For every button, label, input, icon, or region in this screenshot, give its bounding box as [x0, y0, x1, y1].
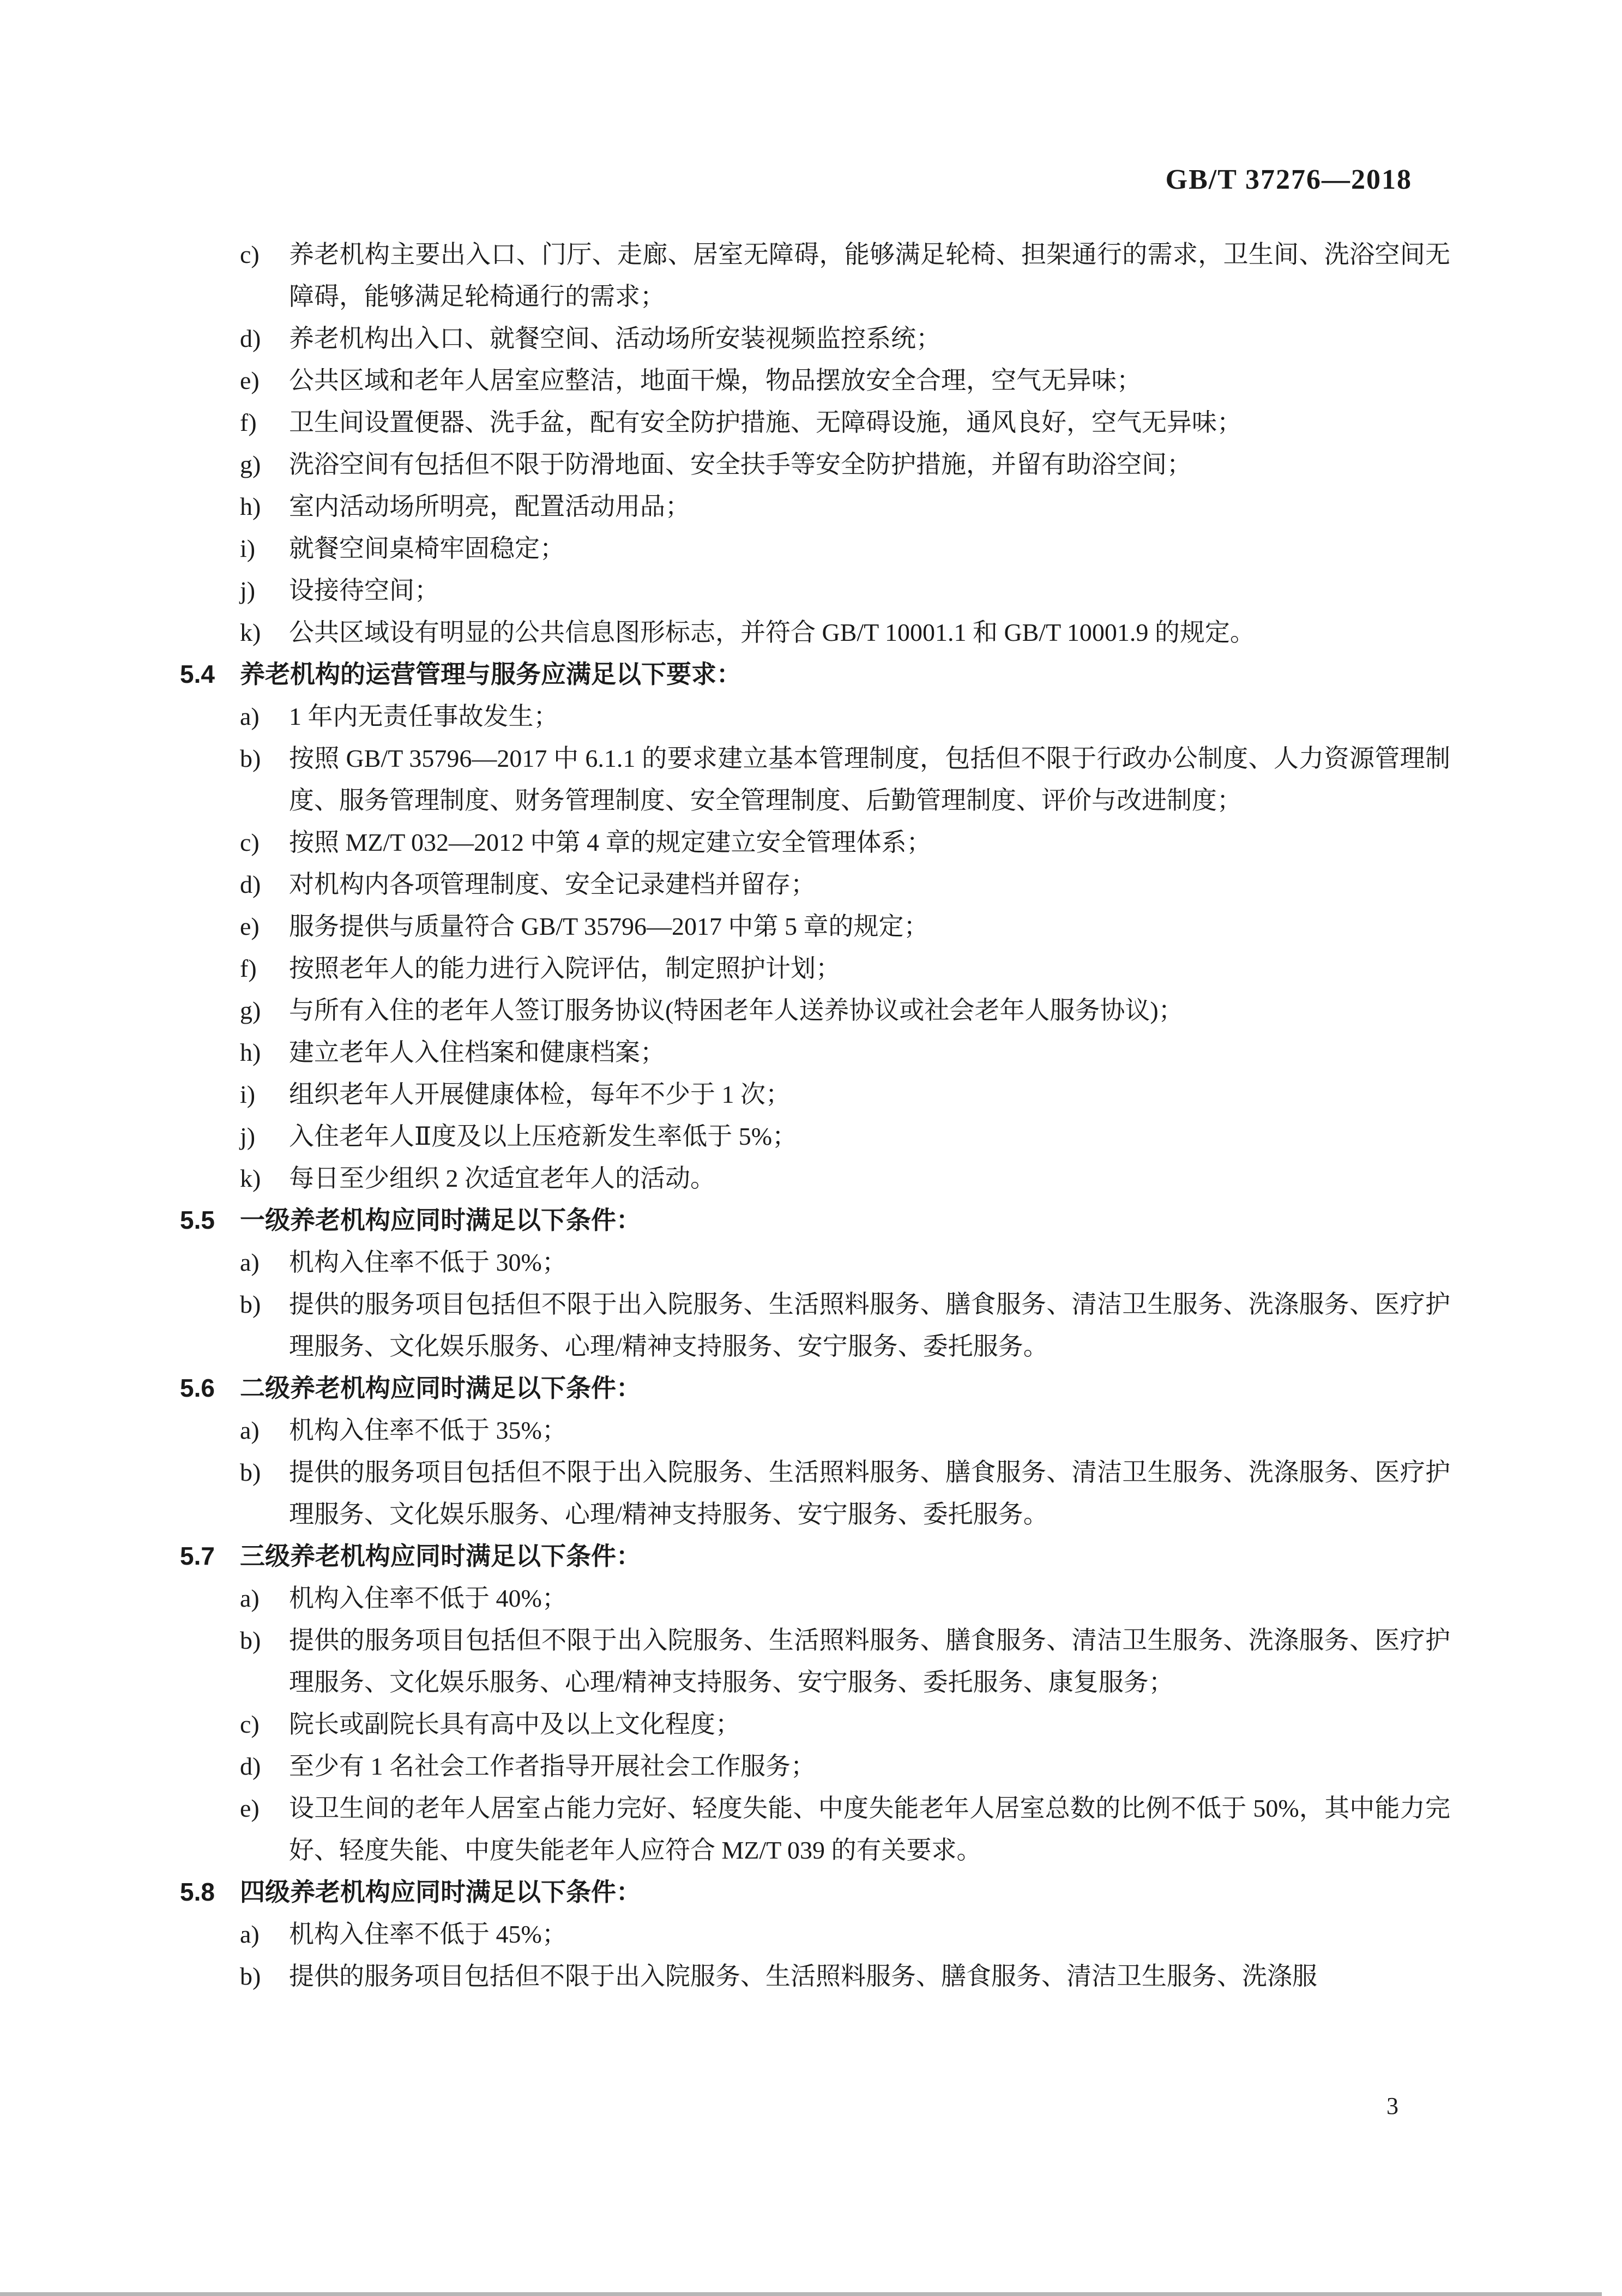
item-text: 养老机构主要出入口、门厅、走廊、居室无障碍，能够满足轮椅、担架通行的需求，卫生间、洗浴空间无障碍，能够满足轮椅通行的需求； [289, 241, 1450, 310]
item-text: 提供的服务项目包括但不限于出入院服务、生活照料服务、膳食服务、清洁卫生服务、洗涤服 [289, 1962, 1317, 1990]
list-item [0, 989, 1622, 1031]
item-label: b) [240, 1626, 261, 1654]
section-heading [0, 653, 1622, 695]
item-label: a) [240, 702, 260, 730]
list-item [0, 1157, 1622, 1199]
list-item [0, 1073, 1622, 1115]
list-item [0, 1955, 1622, 1997]
list-item [0, 1283, 1622, 1367]
item-text: 机构入住率不低于 45%； [289, 1920, 567, 1948]
doc-header [0, 164, 1622, 196]
item-text: 按照 GB/T 35796—2017 中 6.1.1 的要求建立基本管理制度，包括但不限于行政办公制度、人力资源管理制度、服务管理制度、财务管理制度、安全管理制度、后勤管理制度、评价与改进制度； [289, 744, 1450, 814]
item-text: 就餐空间桌椅牢固稳定； [289, 534, 565, 562]
page-body [0, 233, 1622, 1997]
item-label: b) [240, 744, 261, 772]
section-heading [0, 1871, 1622, 1913]
section-title: 二级养老机构应同时满足以下条件： [240, 1374, 641, 1402]
list-item [0, 1409, 1622, 1451]
item-label: b) [240, 1458, 261, 1486]
item-label: k) [240, 1164, 261, 1192]
item-text: 室内活动场所明亮，配置活动用品； [289, 492, 690, 520]
item-label: h) [240, 1038, 261, 1066]
list-item [0, 1451, 1622, 1535]
item-label: b) [240, 1962, 261, 1990]
item-label: e) [240, 366, 260, 394]
list-item [0, 359, 1622, 401]
list-item [0, 527, 1622, 569]
item-text: 提供的服务项目包括但不限于出入院服务、生活照料服务、膳食服务、清洁卫生服务、洗涤服务、医疗护理服务、文化娱乐服务、心理/精神支持服务、安宁服务、委托服务。 [289, 1458, 1450, 1528]
item-text: 入住老年人Ⅱ度及以上压疮新发生率低于 5%； [289, 1122, 798, 1150]
item-label: i) [240, 534, 256, 562]
list-item [0, 233, 1622, 317]
item-text: 按照老年人的能力进行入院评估，制定照护计划； [289, 954, 841, 982]
item-text: 设卫生间的老年人居室占能力完好、轻度失能、中度失能老年人居室总数的比例不低于 50%，其中能力完好、轻度失能、中度失能老年人应符合 MZ/T 039 的有关要求。 [289, 1794, 1450, 1864]
item-label: a) [240, 1920, 260, 1948]
item-label: k) [240, 618, 261, 646]
item-text: 每日至少组织 2 次适宜老年人的活动。 [289, 1164, 715, 1192]
item-text: 对机构内各项管理制度、安全记录建档并留存； [289, 870, 816, 898]
item-label: a) [240, 1416, 260, 1444]
item-text: 机构入住率不低于 40%； [289, 1584, 567, 1612]
item-label: c) [240, 1710, 260, 1738]
list-item [0, 569, 1622, 611]
list-item [0, 1787, 1622, 1871]
item-text: 提供的服务项目包括但不限于出入院服务、生活照料服务、膳食服务、清洁卫生服务、洗涤服务、医疗护理服务、文化娱乐服务、心理/精神支持服务、安宁服务、委托服务、康复服务； [289, 1626, 1450, 1696]
section-number: 5.4 [180, 660, 215, 688]
item-text: 卫生间设置便器、洗手盆，配有安全防护措施、无障碍设施，通风良好，空气无异味； [289, 408, 1242, 436]
list-item [0, 905, 1622, 947]
list-item [0, 1619, 1622, 1703]
list-item [0, 947, 1622, 989]
item-label: i) [240, 1080, 256, 1108]
section-heading [0, 1199, 1622, 1241]
item-text: 组织老年人开展健康体检，每年不少于 1 次； [289, 1080, 791, 1108]
item-text: 洗浴空间有包括但不限于防滑地面、安全扶手等安全防护措施，并留有助浴空间； [289, 450, 1192, 478]
list-item [0, 401, 1622, 443]
item-label: f) [240, 408, 257, 436]
item-text: 院长或副院长具有高中及以上文化程度； [289, 1710, 740, 1738]
item-label: e) [240, 912, 260, 940]
section-title: 一级养老机构应同时满足以下条件： [240, 1206, 641, 1234]
item-text: 1 年内无责任事故发生； [289, 702, 559, 730]
item-text: 与所有入住的老年人签订服务协议(特困老年人送养协议或社会老年人服务协议)； [289, 996, 1184, 1024]
section-number: 5.8 [180, 1878, 215, 1906]
doc-number: GB/T 37276—2018 [1165, 164, 1412, 195]
item-text: 机构入住率不低于 30%； [289, 1248, 567, 1276]
item-text: 公共区域和老年人居室应整洁，地面干燥，物品摆放安全合理，空气无异味； [289, 366, 1142, 394]
item-label: d) [240, 870, 261, 898]
item-text: 公共区域设有明显的公共信息图形标志，并符合 GB/T 10001.1 和 GB/T 10001.9 的规定。 [289, 618, 1255, 646]
item-label: h) [240, 492, 261, 520]
section-number: 5.6 [180, 1374, 215, 1402]
list-item [0, 1031, 1622, 1073]
list-item [0, 317, 1622, 359]
item-text: 机构入住率不低于 35%； [289, 1416, 567, 1444]
list-item [0, 821, 1622, 863]
item-label: a) [240, 1584, 260, 1612]
item-text: 建立老年人入住档案和健康档案； [289, 1038, 665, 1066]
item-label: e) [240, 1794, 260, 1822]
section-number: 5.7 [180, 1542, 215, 1570]
list-item [0, 1577, 1622, 1619]
list-item [0, 1241, 1622, 1283]
item-text: 按照 MZ/T 032—2012 中第 4 章的规定建立安全管理体系； [289, 828, 932, 856]
scan-edge-artifact [0, 2292, 1602, 2296]
list-item [0, 1703, 1622, 1745]
section-title: 三级养老机构应同时满足以下条件： [240, 1542, 641, 1570]
list-item [0, 1913, 1622, 1955]
item-text: 提供的服务项目包括但不限于出入院服务、生活照料服务、膳食服务、清洁卫生服务、洗涤服务、医疗护理服务、文化娱乐服务、心理/精神支持服务、安宁服务、委托服务。 [289, 1290, 1450, 1360]
item-label: b) [240, 1290, 261, 1318]
section-heading [0, 1367, 1622, 1409]
section-title: 养老机构的运营管理与服务应满足以下要求： [240, 660, 741, 688]
list-item [0, 611, 1622, 653]
list-item [0, 1745, 1622, 1787]
item-label: c) [240, 828, 260, 856]
list-item [0, 695, 1622, 737]
item-label: a) [240, 1248, 260, 1276]
section-heading [0, 1535, 1622, 1577]
item-label: j) [240, 576, 256, 604]
item-text: 至少有 1 名社会工作者指导开展社会工作服务； [289, 1752, 816, 1780]
item-text: 设接待空间； [289, 576, 439, 604]
item-label: j) [240, 1122, 256, 1150]
list-item [0, 1115, 1622, 1157]
section-title: 四级养老机构应同时满足以下条件： [240, 1878, 641, 1906]
item-text: 养老机构出入口、就餐空间、活动场所安装视频监控系统； [289, 324, 941, 352]
list-item [0, 863, 1622, 905]
item-label: f) [240, 954, 257, 982]
item-label: g) [240, 996, 261, 1024]
item-label: d) [240, 324, 261, 352]
section-number: 5.5 [180, 1206, 215, 1234]
page-number: 3 [1386, 2093, 1398, 2119]
list-item [0, 485, 1622, 527]
item-label: d) [240, 1752, 261, 1780]
list-item [0, 443, 1622, 485]
item-label: c) [240, 241, 260, 268]
list-item [0, 737, 1622, 821]
item-text: 服务提供与质量符合 GB/T 35796—2017 中第 5 章的规定； [289, 912, 929, 940]
item-label: g) [240, 450, 261, 478]
